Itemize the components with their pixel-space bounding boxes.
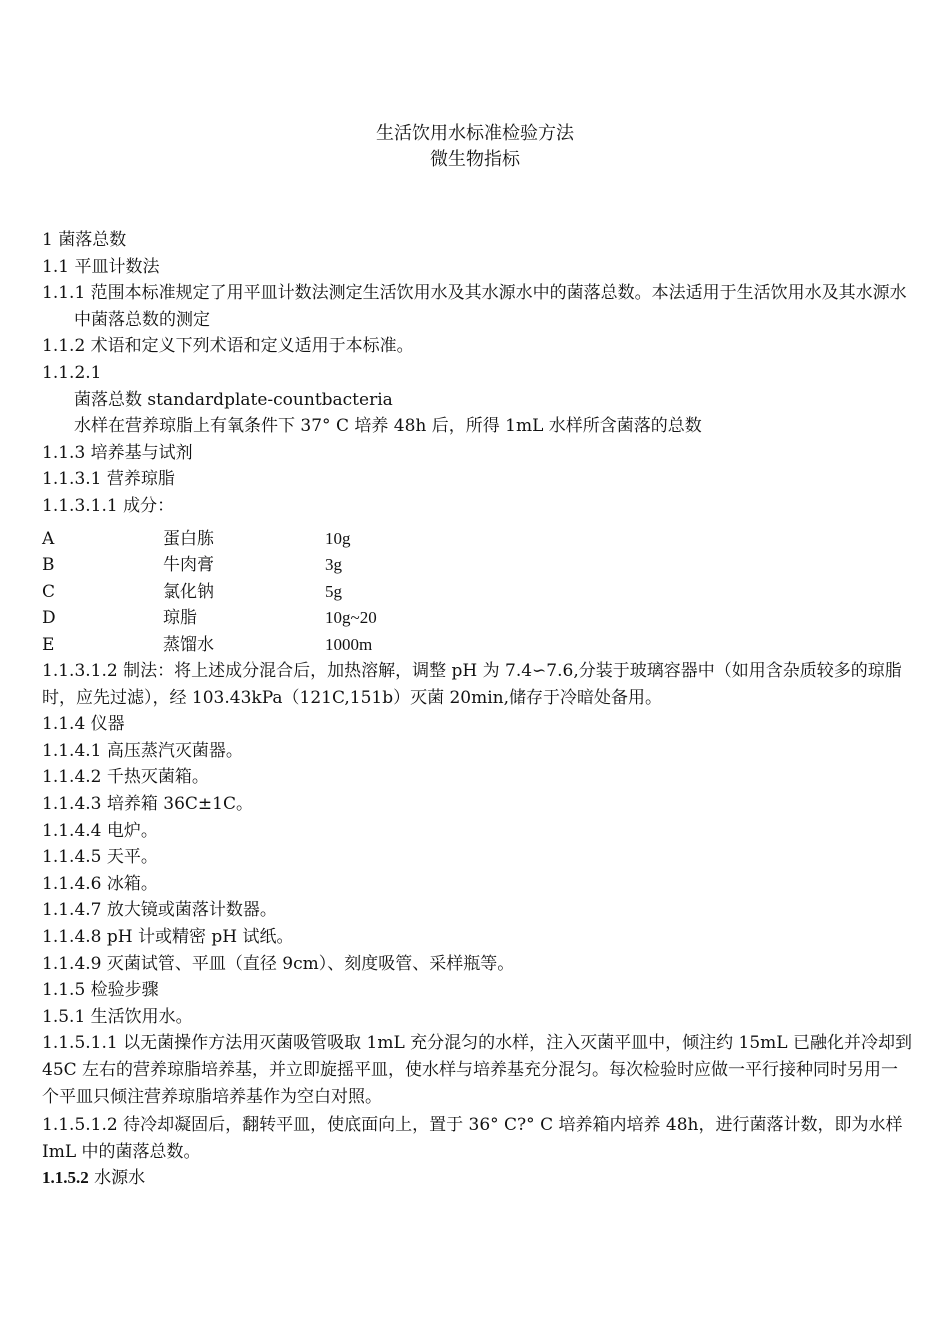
ingredient-letter: C xyxy=(42,581,56,602)
apparatus-item: 1.1.4.7 放大镜或菌落计数器。 xyxy=(42,900,277,921)
agar-heading: 1.1.3.1 营养琼脂 xyxy=(42,469,175,490)
media-heading: 1.1.3 培养基与试剂 xyxy=(42,442,193,463)
document-title: 生活饮用水标准检验方法 xyxy=(376,123,574,144)
scope-paragraph: 1.1.1 范围本标准规定了用平皿计数法测定生活饮用水及其水源水中的菌落总数。本法适用于生活饮用水及其水源水中菌落总数的测定 xyxy=(42,283,907,330)
ingredient-amount: 3g xyxy=(325,555,342,575)
section-heading-1-1: 1.1 平皿计数法 xyxy=(42,256,160,277)
ingredient-amount: 10g xyxy=(325,528,351,548)
ingredient-amount: 1000m xyxy=(325,634,373,654)
ingredients-table xyxy=(42,526,914,659)
drinking-water-heading: 1.5.1 生活饮用水。 xyxy=(42,1006,193,1027)
source-water-label: 水源水 xyxy=(88,1168,146,1189)
apparatus-item: 1.1.4.1 高压蒸汽灭菌器。 xyxy=(42,740,243,761)
apparatus-item: 1.1.4.9 灭菌试管、平皿（直径 9cm）、刻度吸管、采样瓶等。 xyxy=(42,953,515,974)
ingredient-amount: 5g xyxy=(325,581,342,601)
apparatus-item: 1.1.4.4 电炉。 xyxy=(42,820,158,841)
document-subtitle: 微生物指标 xyxy=(430,149,520,170)
procedure-heading: 1.1.5 检验步骤 xyxy=(42,980,159,1001)
ingredients-heading: 1.1.3.1.1 成分： xyxy=(42,495,175,516)
term-number: 1.1.2.1 xyxy=(42,362,102,383)
procedure-paragraph-2: 1.1.5.1.2 待冷却凝固后，翻转平皿，使底面向上，置于 36° C?° C 培养箱内培养 48h，进行菌落计数，即为水样 ImL 中的菌落总数。 xyxy=(42,1115,903,1162)
ingredient-name: 蒸馏水 xyxy=(163,634,214,655)
ingredient-name: 氯化钠 xyxy=(163,581,214,602)
ingredient-amount: 10g~20 xyxy=(325,608,377,628)
apparatus-item: 1.1.4.6 冰箱。 xyxy=(42,873,158,894)
term-definition: 水样在营养琼脂上有氧条件下 37° C 培养 48h 后，所得 1mL 水样所含菌落的总数 xyxy=(74,416,702,437)
source-water-heading xyxy=(42,1165,914,1192)
apparatus-item: 1.1.4.5 天平。 xyxy=(42,847,158,868)
apparatus-item: 1.1.4.3 培养箱 36C±1C。 xyxy=(42,794,253,814)
apparatus-item: 1.1.4.2 千热灭菌箱。 xyxy=(42,767,209,788)
ingredient-letter: A xyxy=(42,528,55,549)
ingredient-letter: E xyxy=(42,634,55,655)
term-name: 菌落总数 standardplate-countbacteria xyxy=(74,389,393,410)
ingredient-name: 琼脂 xyxy=(163,608,197,629)
document-body xyxy=(42,227,914,1192)
ingredient-letter: D xyxy=(42,608,56,629)
source-water-number: 1.1.5.2 xyxy=(42,1168,89,1188)
apparatus-heading: 1.1.4 仪器 xyxy=(42,714,125,735)
preparation-paragraph: 1.1.3.1.2 制法：将上述成分混合后，加热溶解，调整 pH 为 7.4∽7.6,分装于玻璃容器中（如用含杂质较多的琼脂时，应先过滤），经 103.43kPa（121C,151b）灭菌 20min,储存于冷暗处备用。 xyxy=(42,661,902,708)
apparatus-item: 1.1.4.8 pH 计或精密 pH 试纸。 xyxy=(42,926,294,947)
ingredient-letter: B xyxy=(42,555,55,576)
section-heading-1: 1 菌落总数 xyxy=(42,230,127,250)
procedure-paragraph-1: 1.1.5.1.1 以无菌操作方法用灭菌吸管吸取 1mL 充分混匀的水样，注入灭菌平皿中，倾注约 15mL 已融化并冷却到 45C 左右的营养琼脂培养基，并立即旋摇平皿，使水样与培养基充分混匀。每次检验时应做一平行接种同时另用一个平皿只倾注营养琼脂培养基作为空白对照。 xyxy=(42,1033,912,1107)
ingredient-name: 牛肉膏 xyxy=(163,555,214,576)
ingredient-name: 蛋白胨 xyxy=(163,528,214,549)
terms-heading: 1.1.2 术语和定义下列术语和定义适用于本标准。 xyxy=(42,336,414,357)
